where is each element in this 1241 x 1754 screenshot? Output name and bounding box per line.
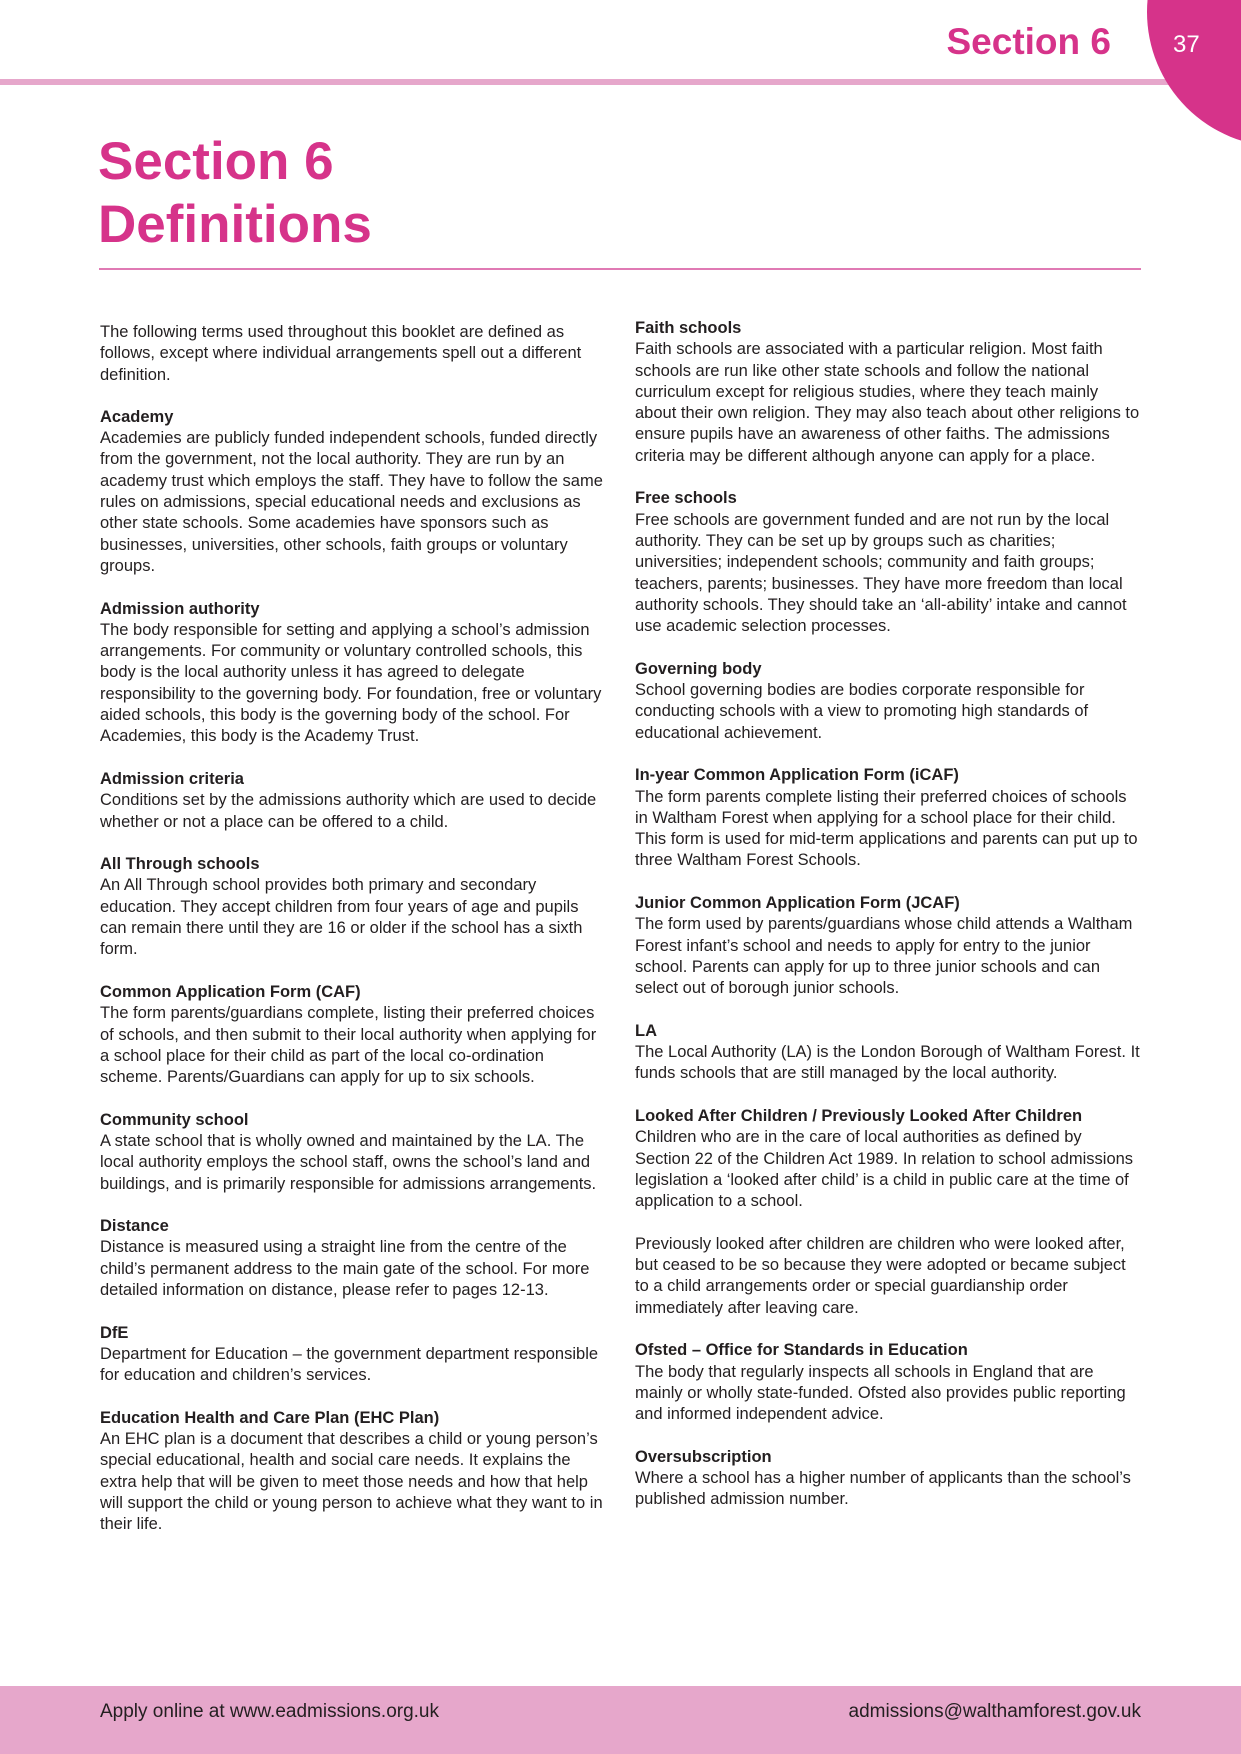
- definition-entry: [100, 1323, 605, 1387]
- definition-term: Oversubscription: [635, 1447, 772, 1466]
- definition-term: Ofsted – Office for Standards in Education: [635, 1341, 968, 1360]
- definition-entry: [635, 1340, 1140, 1425]
- definition-entry: [635, 1447, 1140, 1511]
- definition-text: Conditions set by the admissions authority which are used to decide whether or not a place can be offered to a child.: [100, 791, 597, 831]
- definition-entry: [635, 659, 1140, 744]
- definition-term: Looked After Children / Previously Looked After Children: [635, 1106, 1083, 1125]
- definition-text: Previously looked after children are children who were looked after, but ceased to be so because they were adopted or became subject to a child arrangements order or special guardianship order immediately after leaving care.: [635, 1234, 1126, 1317]
- header-rule: [0, 79, 1241, 85]
- page-number-circle: [1147, 0, 1241, 147]
- definition-term: Common Application Form (CAF): [100, 982, 361, 1001]
- definition-entry: [635, 765, 1140, 871]
- definition-term: Junior Common Application Form (JCAF): [635, 894, 960, 913]
- definition-entry: [100, 854, 605, 960]
- definition-text: Faith schools are associated with a particular religion. Most faith schools are run like other state schools and follow the national curriculum except for religious studies, where they teach mainly about their own religion. They may also teach about other religions to ensure pupils have an awareness of other faiths. The admissions criteria may be different although anyone can apply for a place.: [635, 340, 1140, 465]
- definition-entry: [635, 1021, 1140, 1085]
- definition-term: Faith schools: [635, 319, 742, 337]
- definition-term: LA: [635, 1021, 657, 1040]
- definition-text: The form parents/guardians complete, listing their preferred choices of schools, and then submit to their local authority when applying for a school place for their child as part of the local co-ordination scheme. Parents/Guardians can apply for up to six schools.: [100, 1004, 597, 1087]
- intro-text: The following terms used throughout this booklet are defined as follows, except where individual arrangements spell out a different definition.: [100, 323, 582, 384]
- left-column: [100, 322, 605, 1557]
- definition-text: Where a school has a higher number of applicants than the school’s published admission number.: [635, 1469, 1131, 1509]
- title-divider: [99, 268, 1141, 270]
- definition-text: The form used by parents/guardians whose child attends a Waltham Forest infant’s school and needs to apply for entry to the junior school. Parents can apply for up to three junior schools and can select out of borough junior schools.: [635, 915, 1133, 998]
- definition-entry: [100, 769, 605, 833]
- definition-entry: [635, 488, 1140, 637]
- definition-text: Department for Education – the government department responsible for education and children’s services.: [100, 1344, 599, 1385]
- page-title-line1: Section 6: [98, 132, 334, 191]
- footer-email: admissions@walthamforest.gov.uk: [848, 1701, 1141, 1722]
- definition-entry: [635, 318, 1140, 467]
- definition-text: School governing bodies are bodies corporate responsible for conducting schools with a view to promoting high standards of educational achievement.: [635, 681, 1089, 742]
- definition-text: An EHC plan is a document that describes a child or young person’s special educational, health and social care needs. It explains the extra help that will be given to meet those needs and how that help will support the child or young person to achieve what they want to in their life.: [100, 1430, 603, 1534]
- definition-text: The form parents complete listing their preferred choices of schools in Waltham Forest when applying for a school place for their child. This form is used for mid-term applications and parents can put up to three Waltham Forest Schools.: [635, 787, 1138, 870]
- definition-text: Academies are publicly funded independent schools, funded directly from the government, not the local authority. They are run by an academy trust which employs the staff. They have to follow the same rules on admissions, special educational needs and exclusions as other state schools. Some academies have sponsors such as businesses, universities, other schools, faith groups or voluntary groups.: [100, 429, 603, 575]
- definition-term: Distance: [100, 1217, 169, 1236]
- definition-entry: [100, 1216, 605, 1301]
- right-column: [635, 318, 1140, 1532]
- definition-entry: [100, 407, 605, 577]
- definition-entry: [635, 893, 1140, 999]
- definition-term: Community school: [100, 1110, 249, 1129]
- definition-entry: [100, 1408, 605, 1536]
- definition-term: All Through schools: [100, 855, 260, 874]
- definition-term: Academy: [100, 407, 174, 426]
- definition-entry: [100, 982, 605, 1088]
- definition-term: Free schools: [635, 489, 737, 508]
- definition-text: The body responsible for setting and applying a school’s admission arrangements. For community or voluntary controlled schools, this body is the local authority unless it has agreed to delegate responsibility to the governing body. For foundation, free or voluntary aided schools, this body is the governing body of the school. For Academies, this body is the Academy Trust.: [100, 620, 602, 746]
- definition-text: An All Through school provides both primary and secondary education. They accept children from four years of age and pupils can remain there until they are 16 or older if the school has a sixth form.: [100, 876, 583, 959]
- page-title: [98, 130, 372, 256]
- page-title-line2: Definitions: [98, 195, 372, 254]
- definition-text: The Local Authority (LA) is the London Borough of Waltham Forest. It funds schools that are still managed by the local authority.: [635, 1043, 1140, 1083]
- left-definitions-list: [100, 407, 605, 1536]
- definition-term: Admission authority: [100, 599, 260, 618]
- definition-term: Education Health and Care Plan (EHC Plan): [100, 1408, 440, 1427]
- definition-term: Admission criteria: [100, 769, 244, 788]
- definition-term: In-year Common Application Form (iCAF): [635, 766, 959, 785]
- definition-entry: [635, 1106, 1140, 1319]
- definition-text: Children who are in the care of local authorities as defined by Section 22 of the Children Act 1989. In relation to school admissions legislation a ‘looked after child’ is a child in public care at the time of application to a school.: [635, 1128, 1134, 1211]
- definition-term: DfE: [100, 1323, 129, 1342]
- right-definitions-list: [635, 318, 1140, 1511]
- definition-text: Distance is measured using a straight line from the centre of the child’s permanent address to the main gate of the school. For more detailed information on distance, please refer to pages 12-13.: [100, 1238, 590, 1300]
- page-number: 37: [1173, 31, 1200, 58]
- definition-text: The body that regularly inspects all schools in England that are mainly or wholly state-funded. Ofsted also provides public reporting and informed independent advice.: [635, 1362, 1126, 1424]
- definition-entry: [100, 599, 605, 748]
- definition-text: Free schools are government funded and are not run by the local authority. They can be set up by groups such as charities; universities; independent schools; community and faith groups; teachers, parents; businesses. They have more freedom than local authority schools. They should take an ‘all-ability’ intake and cannot use academic selection processes.: [635, 510, 1127, 636]
- definition-entry: [100, 1110, 605, 1195]
- definition-text: A state school that is wholly owned and maintained by the LA. The local authority employs the school staff, owns the school’s land and buildings, and is primarily responsible for admissions arrangements.: [100, 1131, 597, 1193]
- footer-apply-online: Apply online at www.eadmissions.org.uk: [100, 1701, 440, 1722]
- header-section-label: Section 6: [946, 21, 1111, 62]
- definition-term: Governing body: [635, 659, 762, 678]
